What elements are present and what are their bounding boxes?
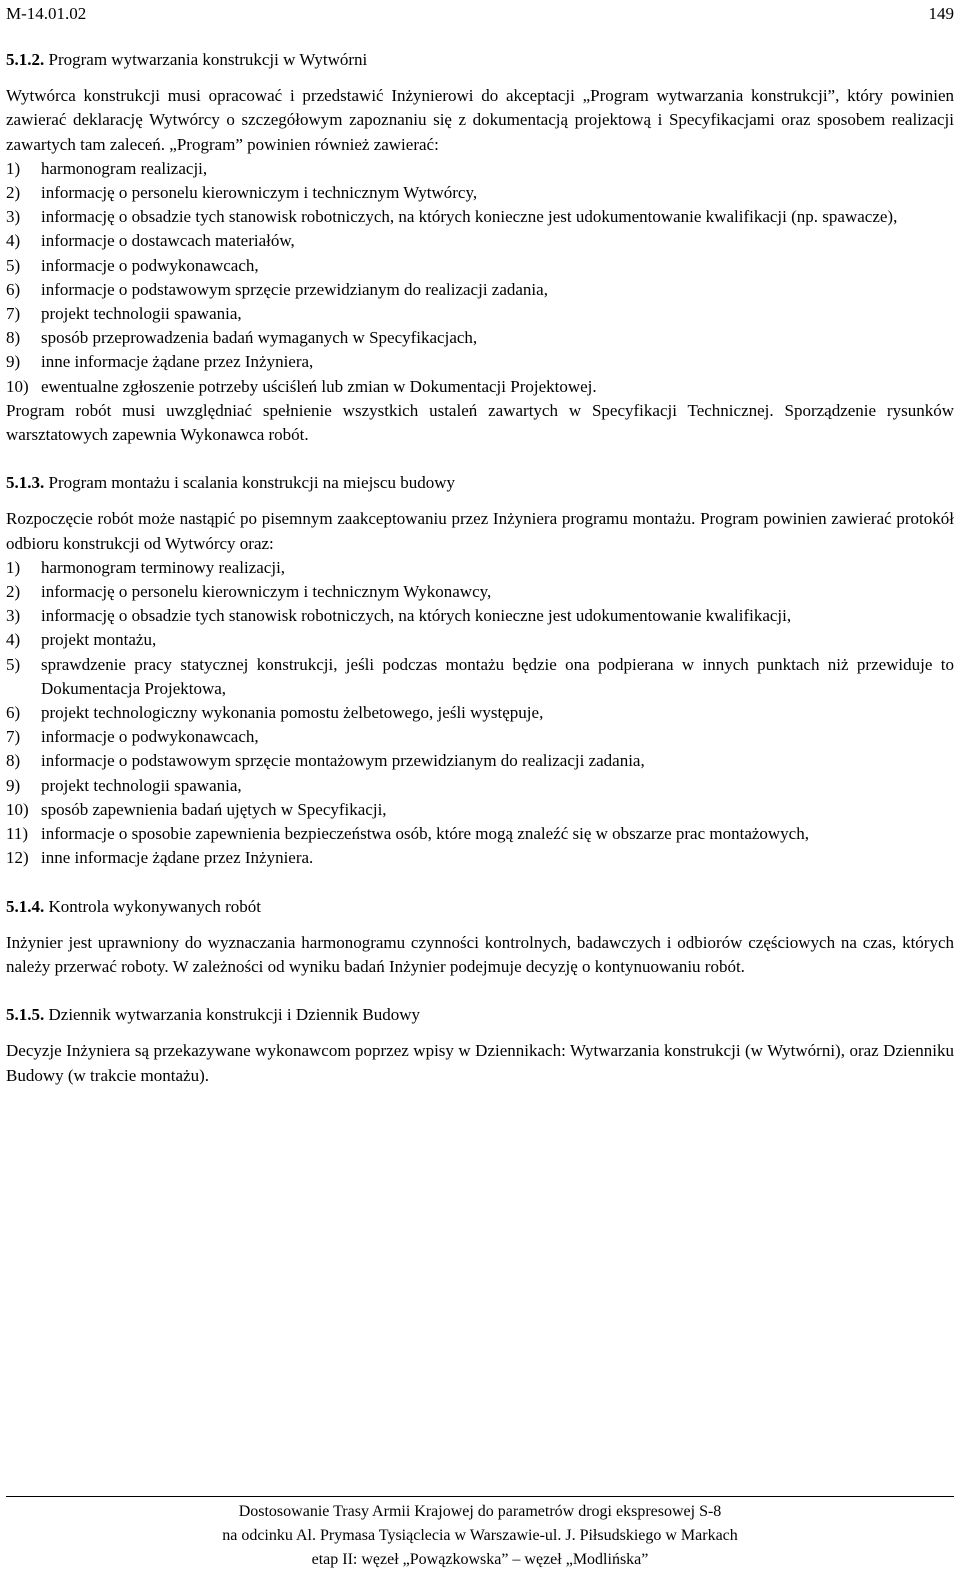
section-title: Program montażu i scalania konstrukcji na miejscu budowy [44,473,455,493]
list-item-text: informację o obsadzie tych stanowisk robotniczych, na których konieczne jest udokumentowanie kwalifikacji, [41,606,792,626]
list-item-number: 2) [6,183,21,203]
list-item-text: informacje o podstawowym sprzęcie przewidzianym do realizacji zadania, [41,279,548,299]
list-item-number: 4) [6,231,21,251]
list-item-text: inne informacje żądane przez Inżyniera. [41,848,314,868]
section [6,48,954,471]
page-header [6,2,954,26]
list-item [6,157,954,181]
section [6,895,954,1004]
list-item-text: informacje o sposobie zapewnienia bezpieczeństwa osób, które mogą znaleźć się w obszarze prac montażowych, [41,824,809,844]
document-page [6,0,954,1595]
list-item-number: 9) [6,775,21,795]
footer-divider [6,1496,954,1497]
list-item-number: 7) [6,727,21,747]
list-item-text: informacje o dostawcach materiałów, [41,231,295,251]
list-item [6,580,954,604]
section-title: Dziennik wytwarzania konstrukcji i Dziennik Budowy [44,1005,421,1025]
list-item-text: informację o personelu kierowniczym i technicznym Wytwórcy, [41,183,478,203]
section-intro-paragraph: Rozpoczęcie robót może nastąpić po pisemnym zaakceptowaniu przez Inżyniera programu montażu. Program powinien zawierać protokół odbioru konstrukcji od Wytwórcy oraz: [6,509,954,553]
list-item-text: sprawdzenie pracy statycznej konstrukcji, jeśli podczas montażu będzie ona podpierana w innych punktach niż przewiduje to Dokumentacja Projektowa, [41,654,954,698]
list-item [6,822,954,846]
list-item [6,278,954,302]
list-item-text: projekt technologii spawania, [41,775,242,795]
list-item [6,798,954,822]
list-item-number: 11) [6,824,29,844]
requirements-list [6,556,954,871]
list-item-text: sposób zapewnienia badań ujętych w Specyfikacji, [41,799,387,819]
list-item-number: 3) [6,207,21,227]
list-item [6,205,954,229]
list-item-number: 5) [6,654,21,674]
section-title: Kontrola wykonywanych robót [44,896,261,916]
list-item [6,254,954,278]
section-heading [6,895,954,919]
section-closing-paragraph: Program robót musi uwzględniać spełnienie wszystkich ustaleń zawartych w Specyfikacji Technicznej. Sporządzenie rysunków warsztatowych zapewnia Wykonawca robót. [6,400,954,445]
list-item-text: harmonogram realizacji, [41,158,208,178]
section-title: Program wytwarzania konstrukcji w Wytwórni [44,50,368,69]
list-item [6,229,954,253]
section-number: 5.1.5. [6,1005,45,1025]
list-item-number: 1) [6,158,21,178]
list-item [6,749,954,773]
list-item-text: informacje o podwykonawcach, [41,727,259,747]
page-footer [6,1500,954,1572]
list-item-text: sposób przeprowadzenia badań wymaganych w Specyfikacjach, [41,328,478,348]
list-item [6,302,954,326]
list-item-number: 9) [6,352,21,372]
requirements-list [6,157,954,399]
section-intro-paragraph: Wytwórca konstrukcji musi opracować i przedstawić Inżynierowi do akceptacji „Program wytwarzania konstrukcji”, który powinien zawierać deklarację Wytwórcy o szczegółowym zapoznaniu się z dokumentacją projektową i Specyfikacjami oraz sposobem realizacji zawartych tam zaleceń. „Program” powinien również zawierać: [6,86,954,154]
list-item-number: 6) [6,703,21,723]
list-item-text: informacje o podwykonawcach, [41,255,259,275]
list-item [6,350,954,374]
section-intro-paragraph: Inżynier jest uprawniony do wyznaczania harmonogramu czynności kontrolnych, badawczych i odbiorów częściowych na czas, których należy przerwać roboty. W zależności od wyniku badań Inżynier podejmuje decyzję o kontynuowaniu robót. [6,932,954,976]
list-item-number: 12) [6,848,29,868]
list-item-text: projekt technologiczny wykonania pomostu żelbetowego, jeśli występuje, [41,703,544,723]
footer-line-1: Dostosowanie Trasy Armii Krajowej do parametrów drogi ekspresowej S-8 [238,1503,722,1520]
list-item [6,375,954,399]
list-item-number: 10) [6,799,29,819]
list-item [6,181,954,205]
list-item [6,604,954,628]
list-item-number: 8) [6,751,21,771]
section-number: 5.1.2. [6,50,45,69]
list-item-number: 1) [6,557,21,577]
list-item-text: harmonogram terminowy realizacji, [41,557,286,577]
section-number: 5.1.3. [6,473,45,493]
footer-line-2: na odcinku Al. Prymasa Tysiąclecia w Warszawie-ul. J. Piłsudskiego w Markach [222,1527,738,1544]
section-number: 5.1.4. [6,896,45,916]
list-item [6,774,954,798]
list-item [6,628,954,652]
list-item-number: 8) [6,328,21,348]
list-item-text: projekt technologii spawania, [41,304,242,324]
list-item-text: projekt montażu, [41,630,157,650]
section-heading [6,471,954,495]
list-item-text: inne informacje żądane przez Inżyniera, [41,352,314,372]
section-intro-paragraph: Decyzje Inżyniera są przekazywane wykonawcom poprzez wpisy w Dziennikach: Wytwarzania konstrukcji (w Wytwórni), oraz Dzienniku Budowy (w trakcie montażu). [6,1041,954,1085]
list-item-text: informacje o podstawowym sprzęcie montażowym przewidzianym do realizacji zadania, [41,751,645,771]
spec-code: M-14.01.02 [6,4,87,23]
list-item [6,326,954,350]
footer-line-3: etap II: węzeł „Powązkowska” – węzeł „Modlińska” [311,1551,649,1568]
list-item [6,725,954,749]
list-item [6,846,954,870]
list-item-number: 10) [6,376,29,396]
list-item [6,556,954,580]
list-item-number: 7) [6,304,21,324]
list-item-text: informację o personelu kierowniczym i technicznym Wykonawcy, [41,582,492,602]
list-item [6,701,954,725]
list-item-text: informację o obsadzie tych stanowisk robotniczych, na których konieczne jest udokumentowanie kwalifikacji (np. spawacze), [41,207,898,227]
section [6,1003,954,1088]
list-item-text: ewentualne zgłoszenie potrzeby uściśleń lub zmian w Dokumentacji Projektowej. [41,376,597,396]
page-number: 149 [928,4,954,23]
list-item-number: 2) [6,582,21,602]
document-body [6,48,954,1088]
section-heading [6,1003,954,1027]
section [6,471,954,894]
list-item-number: 3) [6,606,21,626]
list-item-number: 5) [6,255,21,275]
list-item-number: 6) [6,279,21,299]
list-item-number: 4) [6,630,21,650]
list-item [6,653,954,701]
section-heading [6,48,954,72]
